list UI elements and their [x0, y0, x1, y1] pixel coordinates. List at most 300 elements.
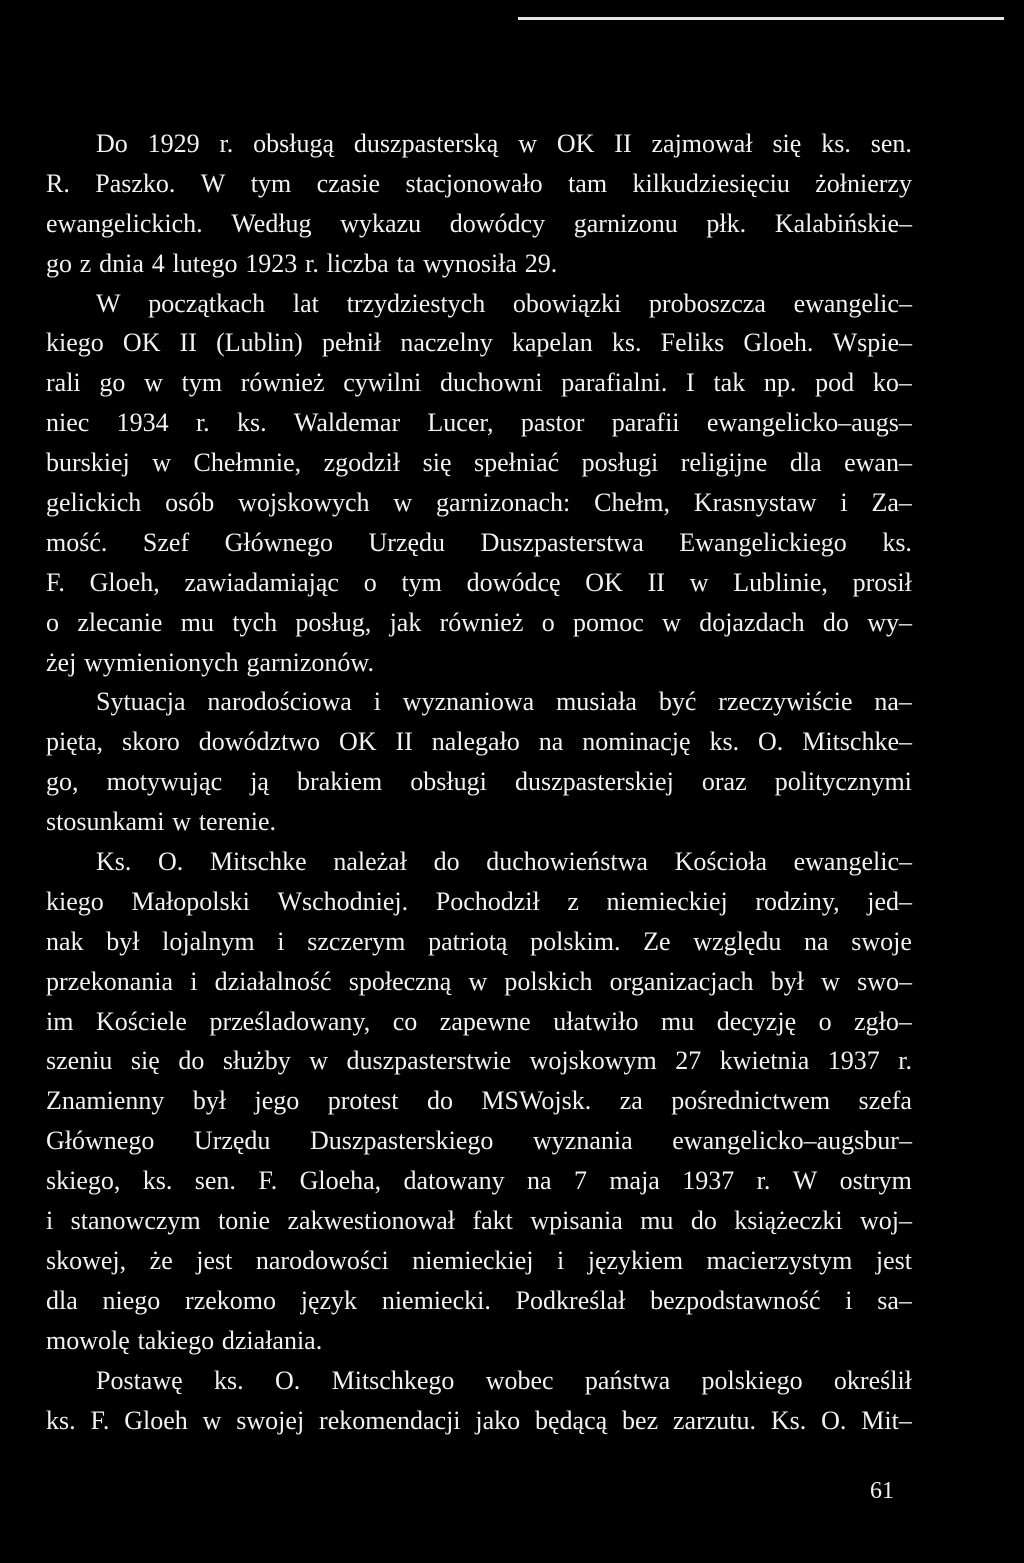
- word: MSWojsk.: [481, 1086, 592, 1116]
- word: np.: [763, 368, 797, 398]
- word: początkach: [148, 288, 266, 318]
- word: dla: [46, 1285, 78, 1315]
- word: ewangelicko–augsbur–: [672, 1126, 912, 1156]
- text-line: [46, 1281, 912, 1321]
- word: mu: [180, 607, 215, 637]
- word: 29.: [524, 248, 558, 278]
- word: skoro: [121, 727, 180, 757]
- word: parafii: [611, 408, 680, 438]
- word: wynosiła: [423, 248, 517, 278]
- word: maja: [609, 1166, 660, 1196]
- body-text: [46, 124, 912, 1440]
- text-line: [46, 244, 912, 284]
- word: wobec: [485, 1365, 554, 1395]
- word: spełniać: [473, 448, 560, 478]
- word: państwa: [584, 1365, 671, 1395]
- word: Lublinie,: [733, 567, 828, 597]
- word: Urzędu: [193, 1126, 271, 1156]
- word: ułatwiło: [553, 1006, 639, 1036]
- word: wymienionych: [84, 647, 239, 677]
- word: dnia: [99, 248, 144, 278]
- word: F.: [46, 567, 65, 597]
- word: mu: [640, 1206, 674, 1236]
- word: II: [614, 129, 632, 158]
- word: w: [144, 368, 163, 398]
- word: parafialni.: [561, 368, 668, 398]
- word: I: [686, 368, 695, 398]
- word: o: [818, 1006, 832, 1036]
- word: nalegało: [431, 727, 520, 757]
- word: rali: [46, 368, 81, 398]
- word: należał: [333, 847, 407, 877]
- word: z: [79, 248, 92, 278]
- word: prosił: [852, 567, 912, 597]
- word: przekonania: [46, 966, 174, 996]
- word: na: [527, 1166, 552, 1196]
- word: jed–: [867, 886, 912, 916]
- word: dowódcy: [449, 208, 546, 238]
- word: co: [392, 1006, 418, 1036]
- word: macierzystym: [706, 1245, 853, 1275]
- word: Mitschkego: [331, 1365, 455, 1395]
- word: rzekomo: [185, 1285, 276, 1315]
- text-line: [46, 1401, 912, 1441]
- word: Ewangelickiego: [679, 527, 847, 557]
- word: ewangelic–: [793, 847, 912, 877]
- word: Szef: [142, 527, 190, 557]
- word: sen.: [194, 1166, 236, 1196]
- word: w: [172, 807, 192, 837]
- word: II: [647, 567, 665, 597]
- word: na: [538, 727, 564, 757]
- word: działalność: [214, 966, 332, 996]
- word: brakiem: [297, 767, 383, 797]
- word: OK: [585, 567, 623, 597]
- text-line: [46, 1161, 912, 1201]
- word: W: [792, 1166, 818, 1196]
- word: ewangelickich.: [46, 208, 203, 238]
- word: tam: [568, 168, 608, 198]
- word: O.: [274, 1365, 301, 1395]
- text-line: [46, 1041, 912, 1081]
- word: w: [202, 1405, 222, 1435]
- word: oraz: [701, 767, 747, 797]
- text-line: [46, 1361, 912, 1401]
- text-line: [46, 1241, 912, 1281]
- word: i: [373, 687, 381, 717]
- word: dla: [789, 448, 822, 478]
- word: jako: [475, 1405, 521, 1435]
- word: i: [845, 1285, 853, 1315]
- word: 7: [573, 1166, 587, 1196]
- word: wy–: [867, 607, 912, 637]
- word: płk.: [706, 208, 747, 238]
- word: mowolę: [46, 1325, 130, 1355]
- word: protest: [327, 1086, 399, 1116]
- word: duchowni: [439, 368, 543, 398]
- text-line: [46, 1002, 912, 1042]
- word: ewan–: [844, 448, 912, 478]
- word: jego: [254, 1086, 300, 1116]
- word: obsługą: [253, 129, 335, 158]
- word: się: [130, 1046, 160, 1076]
- word: go,: [46, 767, 79, 797]
- word: duszpasterstwie: [346, 1046, 512, 1076]
- word: II: [179, 328, 197, 358]
- word: Według: [231, 208, 312, 238]
- word: Duszpasterskiego: [310, 1126, 494, 1156]
- word: Ks.: [770, 1405, 807, 1435]
- word: II: [395, 727, 413, 757]
- word: duszpasterskiej: [514, 767, 674, 797]
- word: osób: [165, 488, 215, 518]
- word: być: [658, 687, 697, 717]
- word: działania.: [221, 1325, 323, 1355]
- word: duszpasterską: [353, 129, 499, 158]
- word: zgodził: [323, 448, 401, 478]
- word: był: [770, 966, 804, 996]
- word: wyznaniowa: [402, 687, 535, 717]
- word: o: [46, 607, 59, 637]
- word: niemieckiej: [606, 886, 728, 916]
- word: r.: [898, 1046, 912, 1076]
- word: burskiej: [46, 448, 130, 478]
- word: książeczki: [734, 1206, 843, 1236]
- word: Za–: [871, 488, 912, 518]
- word: wyznania: [533, 1126, 633, 1156]
- word: szefa: [858, 1086, 912, 1116]
- word: garnizonach:: [436, 488, 571, 518]
- word: pełnił: [321, 328, 382, 358]
- word: Postawę: [96, 1365, 183, 1395]
- top-rule: [518, 17, 1004, 20]
- word: w: [518, 129, 537, 158]
- word: proboszcza: [648, 288, 766, 318]
- text-line: [46, 483, 912, 523]
- word: lat: [292, 288, 319, 318]
- word: na: [804, 926, 829, 956]
- word: Duszpasterstwa: [480, 527, 644, 557]
- word: Kościele: [95, 1006, 187, 1036]
- word: politycznymi: [774, 767, 912, 797]
- word: w: [393, 488, 413, 518]
- word: był: [106, 926, 140, 956]
- word: Mit–: [861, 1405, 912, 1435]
- word: r.: [219, 129, 234, 158]
- word: ewangelicko–augs–: [706, 408, 912, 438]
- word: język: [300, 1285, 358, 1315]
- word: Urzędu: [368, 527, 446, 557]
- word: swoje: [851, 926, 912, 956]
- word: go: [99, 368, 126, 398]
- word: będącą: [535, 1405, 608, 1435]
- word: był: [192, 1086, 227, 1116]
- word: Gloeh,: [89, 567, 160, 597]
- word: prześladowany,: [209, 1006, 371, 1036]
- word: tonie: [218, 1206, 271, 1236]
- word: ks.: [821, 129, 851, 158]
- word: kilkudziesięciu: [632, 168, 790, 198]
- word: stanowczym: [70, 1206, 201, 1236]
- word: w: [821, 966, 840, 996]
- word: społeczną: [348, 966, 452, 996]
- word: Feliks: [660, 328, 725, 358]
- text-line: [46, 842, 912, 882]
- word: na–: [874, 687, 912, 717]
- word: do: [690, 1206, 717, 1236]
- word: r.: [305, 248, 319, 278]
- word: wpisania: [530, 1206, 623, 1236]
- word: OK: [122, 328, 161, 358]
- word: niemieckiej: [412, 1245, 534, 1275]
- word: skiego,: [46, 1166, 121, 1196]
- word: pośrednictwem: [671, 1086, 831, 1116]
- word: pod: [815, 368, 855, 398]
- word: Mitschke: [209, 847, 307, 877]
- word: narodościowa: [207, 687, 352, 717]
- word: datowany: [403, 1166, 505, 1196]
- text-line: [46, 1081, 912, 1121]
- word: Sytuacja: [96, 687, 186, 717]
- word: szeniu: [46, 1046, 113, 1076]
- word: W: [96, 288, 121, 318]
- word: zapewne: [439, 1006, 531, 1036]
- word: polskim.: [530, 926, 621, 956]
- word: go: [46, 248, 72, 278]
- word: szczerym: [307, 926, 406, 956]
- word: pomoc: [573, 607, 644, 637]
- word: również: [240, 368, 325, 398]
- text-line: [46, 204, 912, 244]
- word: Wschodniej.: [277, 886, 409, 916]
- word: ks.: [214, 1365, 244, 1395]
- word: ks.: [142, 1166, 173, 1196]
- word: niemiecki.: [381, 1285, 491, 1315]
- word: tym: [250, 168, 292, 198]
- text-line: [46, 802, 912, 842]
- word: językiem: [587, 1245, 684, 1275]
- word: Ks.: [96, 847, 132, 877]
- word: 1937: [682, 1166, 735, 1196]
- text-line: [46, 523, 912, 563]
- text-line: [46, 643, 912, 683]
- word: polskiego: [701, 1365, 803, 1395]
- word: nominację: [582, 727, 691, 757]
- word: zajmował: [651, 129, 753, 158]
- word: Wspie–: [832, 328, 912, 358]
- word: za: [619, 1086, 643, 1116]
- word: cywilni: [343, 368, 422, 398]
- word: garnizonów.: [246, 647, 374, 677]
- text-line: [46, 882, 912, 922]
- word: Gloeh.: [743, 328, 814, 358]
- word: jest: [196, 1245, 233, 1275]
- word: 1923: [245, 248, 298, 278]
- word: religijne: [680, 448, 768, 478]
- word: tym: [401, 567, 442, 597]
- text-line: [46, 603, 912, 643]
- word: polskich: [504, 966, 593, 996]
- word: obsługi: [410, 767, 487, 797]
- word: kiego: [46, 328, 104, 358]
- word: również: [439, 607, 524, 637]
- word: kapelan: [511, 328, 593, 358]
- word: 27: [675, 1046, 702, 1076]
- word: Pochodził: [435, 886, 540, 916]
- word: w: [662, 607, 681, 637]
- word: Do: [96, 129, 128, 158]
- word: posługi: [581, 448, 659, 478]
- word: fakt: [472, 1206, 513, 1236]
- word: duchowieństwa: [486, 847, 648, 877]
- word: pięta,: [46, 727, 104, 757]
- word: pastor: [520, 408, 585, 438]
- word: swojej: [236, 1405, 305, 1435]
- text-line: [46, 443, 912, 483]
- word: niego: [102, 1285, 161, 1315]
- word: 1934: [116, 408, 169, 438]
- word: Małopolski: [131, 886, 250, 916]
- word: motywując: [106, 767, 223, 797]
- word: lojalnym: [162, 926, 255, 956]
- word: ks.: [46, 1405, 76, 1435]
- word: rzeczywiście: [718, 687, 853, 717]
- word: bez: [622, 1405, 659, 1435]
- text-line: [46, 1201, 912, 1241]
- word: Podkreślał: [515, 1285, 626, 1315]
- word: Chełm,: [594, 488, 670, 518]
- word: tym: [181, 368, 223, 398]
- word: Ze: [643, 926, 671, 956]
- word: (Lublin): [216, 328, 303, 358]
- word: patriotą: [428, 926, 508, 956]
- text-line: [46, 1321, 912, 1361]
- word: F.: [258, 1166, 278, 1196]
- word: żej: [46, 647, 77, 677]
- word: OK: [556, 129, 595, 158]
- word: liczba: [326, 248, 389, 278]
- text-line: [46, 403, 912, 443]
- word: mość.: [46, 527, 108, 557]
- word: Chełmnie,: [193, 448, 302, 478]
- word: Paszko.: [95, 168, 176, 198]
- word: sa–: [877, 1285, 912, 1315]
- word: o: [541, 607, 555, 637]
- word: R.: [46, 168, 70, 198]
- word: woj–: [860, 1206, 912, 1236]
- word: kwietnia: [719, 1046, 810, 1076]
- word: bezpodstawność: [650, 1285, 821, 1315]
- text-line: [46, 962, 912, 1002]
- word: musiała: [556, 687, 637, 717]
- word: posług,: [295, 607, 372, 637]
- word: wykazu: [340, 208, 422, 238]
- word: Głównego: [224, 527, 333, 557]
- text-line: [46, 124, 912, 164]
- word: do: [426, 1086, 453, 1116]
- word: trzydziestych: [346, 288, 486, 318]
- word: w: [309, 1046, 328, 1076]
- word: lutego: [172, 248, 238, 278]
- word: terenie.: [198, 807, 277, 837]
- word: względu: [693, 926, 782, 956]
- word: w: [689, 567, 709, 597]
- word: do: [433, 847, 460, 877]
- word: zlecanie: [77, 607, 163, 637]
- word: do: [822, 607, 849, 637]
- word: Kalabińskie–: [774, 208, 912, 238]
- word: Znamienny: [46, 1086, 165, 1116]
- word: określił: [833, 1365, 912, 1395]
- word: jest: [875, 1245, 912, 1275]
- word: garnizonu: [573, 208, 678, 238]
- word: i: [46, 1206, 54, 1236]
- word: OK: [338, 727, 377, 757]
- text-line: [46, 363, 912, 403]
- word: 1929: [147, 129, 200, 158]
- text-line: [46, 1121, 912, 1161]
- word: zarzutu.: [673, 1405, 757, 1435]
- word: w: [468, 966, 488, 996]
- word: z: [567, 886, 579, 916]
- word: W: [200, 168, 226, 198]
- word: wojskowym: [529, 1046, 657, 1076]
- word: jak: [389, 607, 422, 637]
- word: rekomendacji: [319, 1405, 461, 1435]
- text-line: [46, 722, 912, 762]
- word: r.: [756, 1166, 771, 1196]
- word: narodowości: [255, 1245, 389, 1275]
- word: niec: [46, 408, 90, 438]
- text-line: [46, 323, 912, 363]
- word: obowiązki: [512, 288, 622, 318]
- word: Waldemar: [293, 408, 401, 438]
- word: Kościoła: [674, 847, 767, 877]
- word: kiego: [46, 886, 104, 916]
- word: ks.: [709, 727, 740, 757]
- word: służby: [222, 1046, 291, 1076]
- word: ks.: [236, 408, 267, 438]
- word: zawiadamiając: [184, 567, 339, 597]
- word: się: [772, 129, 802, 158]
- word: ks.: [882, 527, 912, 557]
- word: ta: [396, 248, 416, 278]
- word: Krasnystaw: [693, 488, 817, 518]
- word: ko–: [872, 368, 912, 398]
- word: naczelny: [400, 328, 493, 358]
- word: tak: [713, 368, 746, 398]
- word: żołnierzy: [815, 168, 912, 198]
- word: i: [557, 1245, 565, 1275]
- word: ją: [250, 767, 269, 797]
- word: Mitschke–: [802, 727, 912, 757]
- word: O.: [821, 1405, 847, 1435]
- text-line: [46, 922, 912, 962]
- word: czasie: [316, 168, 381, 198]
- word: i: [277, 926, 285, 956]
- word: O.: [758, 727, 784, 757]
- word: Gloeha,: [299, 1166, 382, 1196]
- word: 4: [151, 248, 165, 278]
- word: dowództwo: [198, 727, 321, 757]
- word: zakwestionował: [287, 1206, 456, 1236]
- word: decyzję: [716, 1006, 797, 1036]
- word: sen.: [870, 129, 912, 158]
- word: skowej,: [46, 1245, 127, 1275]
- text-line: [46, 682, 912, 722]
- word: dowódcę: [466, 567, 561, 597]
- word: że: [149, 1245, 173, 1275]
